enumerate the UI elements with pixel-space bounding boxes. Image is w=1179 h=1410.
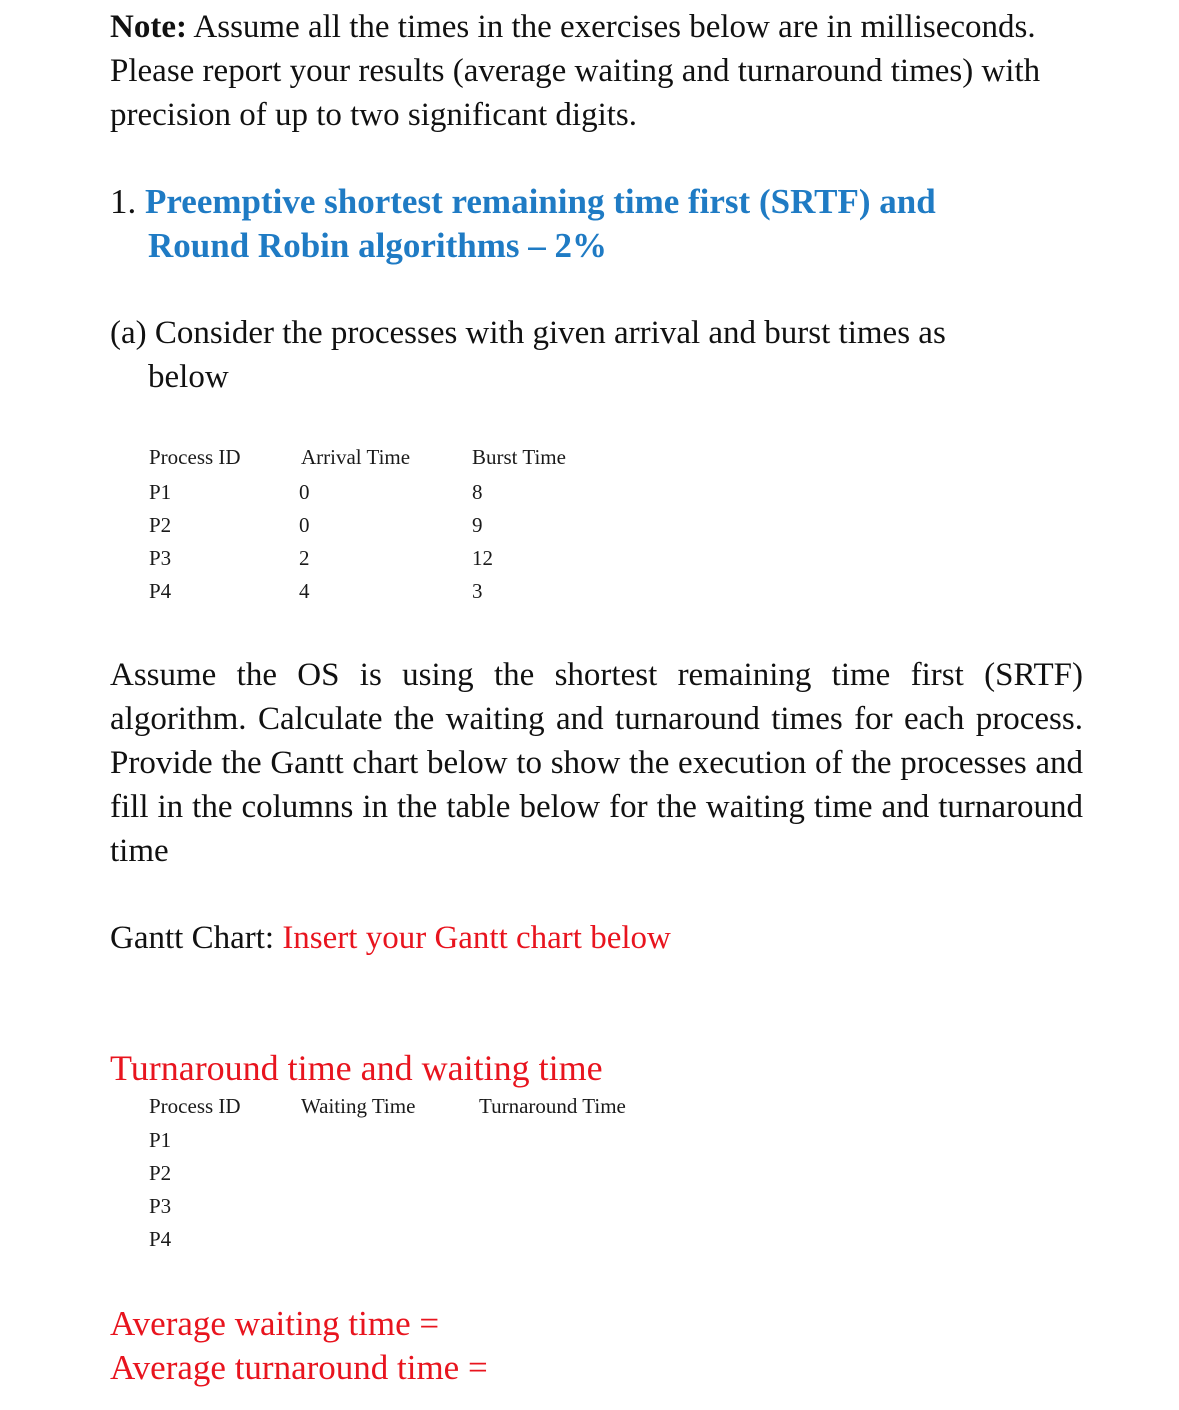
average-turnaround-time: Average turnaround time =: [110, 1348, 488, 1387]
results-table-row-3-id: P3: [149, 1194, 172, 1218]
process-table-row-1-arrival: 0: [299, 480, 310, 504]
results-table-row-2-id: P2: [149, 1161, 172, 1185]
process-table-row-2-id: P2: [149, 513, 172, 537]
note-text: Assume all the times in the exercises below are in milliseconds. Please report your results (average waiting and turnaround times) with precision of up to two significant digits.: [110, 9, 1041, 133]
process-table-row-3-burst: 12: [472, 546, 493, 570]
process-table-row-4-burst: 3: [472, 579, 483, 603]
note-paragraph: [110, 5, 1110, 137]
results-table-header-turnaround: Turnaround Time: [479, 1094, 626, 1118]
process-table-row-1-burst: 8: [472, 480, 483, 504]
process-table-header-id: Process ID: [149, 445, 241, 469]
part-a-line2: below: [148, 359, 229, 395]
process-table-row-4-arrival: 4: [299, 579, 310, 603]
gantt-chart-label: Gantt Chart:: [110, 920, 283, 956]
part-a-prompt: [110, 311, 1110, 399]
gantt-chart-instruction: Insert your Gantt chart below: [282, 920, 671, 956]
process-table-row-3-id: P3: [149, 546, 172, 570]
process-table-row-3-arrival: 2: [299, 546, 310, 570]
question-1-title-line2: Round Robin algorithms – 2%: [148, 226, 607, 265]
results-table-header-id: Process ID: [149, 1094, 241, 1118]
process-table-row-1-id: P1: [149, 480, 172, 504]
question-1-number: 1.: [110, 182, 137, 221]
srtf-instructions: Assume the OS is using the shortest remaining time first (SRTF) algorithm. Calculate the waiting and turnaround times for each process. Provide the Gantt chart below to show the execution of the processes and fill in the columns in the table below for the waiting time and turnaround time: [110, 657, 1083, 869]
average-waiting-time: Average waiting time =: [110, 1304, 440, 1343]
gantt-chart-prompt: [110, 916, 1110, 960]
process-table-header-arrival: Arrival Time: [301, 445, 411, 469]
note-label: Note:: [110, 9, 187, 45]
question-1-title-line1: Preemptive shortest remaining time first (SRTF) and: [145, 182, 936, 221]
process-table-row-4-id: P4: [149, 579, 172, 603]
question-1-heading: [110, 180, 1110, 268]
results-table-row-1-id: P1: [149, 1128, 172, 1152]
part-a-line1: (a) Consider the processes with given arrival and burst times as: [110, 315, 946, 351]
averages: [110, 1302, 488, 1390]
results-table-row-4-id: P4: [149, 1227, 172, 1251]
process-table-row-2-burst: 9: [472, 513, 483, 537]
results-heading: Turnaround time and waiting time: [110, 1048, 603, 1088]
results-table-header-waiting: Waiting Time: [301, 1094, 416, 1118]
process-table-header-burst: Burst Time: [472, 445, 566, 469]
process-table-row-2-arrival: 0: [299, 513, 310, 537]
